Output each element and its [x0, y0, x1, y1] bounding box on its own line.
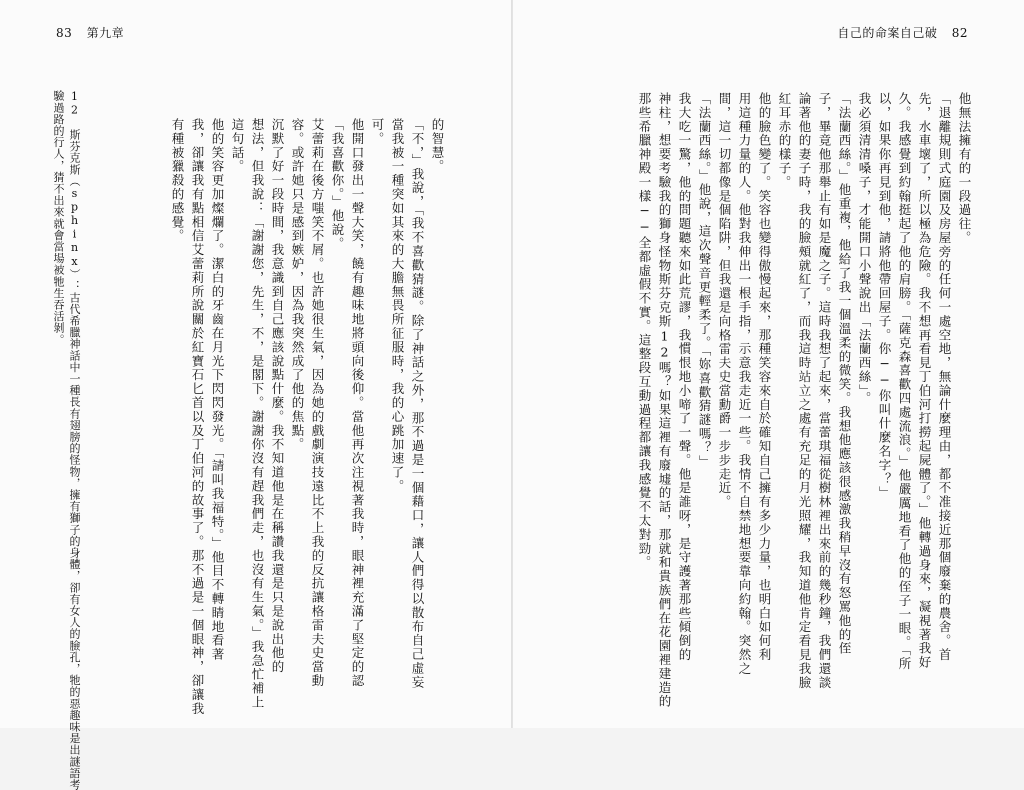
right-page: [513, 0, 1024, 728]
running-title: 自己的命案自己破: [837, 26, 938, 40]
text-column: 他的笑容更加燦爛了。潔白的牙齒在月光下閃閃發光。「請叫我福特。」他目不轉睛地看著: [210, 118, 225, 662]
text-column: 子，畢竟他那舉止有如是魔之子。這時我想了起來，當蕾琪福從樹林裡出來前的幾秒鐘，我們還談: [817, 92, 832, 690]
text-column: 「不，」我說，「我不喜歡猜謎。除了神話之外，那不過是一個藉口，讓人們得以散布自己虛妄: [410, 118, 425, 690]
text-column: 我大吃一驚，他的問題聽來如此荒謬，我慣恨地小啼了一聲。他是誰呀，是守護著那些傾倒的: [677, 92, 692, 662]
text-column: 想法，但我說：「謝謝您，先生，不，是閣下。謝謝你沒有趕我們走，也沒有生氣。」我急忙補上: [250, 118, 265, 710]
footnote: [50, 90, 82, 790]
text-column: 紅耳赤的樣子。: [777, 92, 792, 190]
text-column: 他開口發出一聲大笑，饒有趣味地將頭向後仰。當他再次注視著我時，眼神裡充滿了堅定的認: [350, 118, 365, 688]
text-column: 「法蘭西絲。」他重複，他給了我一個溫柔的微笑。我想他應該很感激我稍早沒有怒罵他的侄: [837, 92, 852, 656]
text-column: 我，卻讓我有點相信艾蕾莉所說關於紅寶石匕首以及丁伯河的故事了。那不過是一個眼神，卻讓我: [190, 118, 205, 716]
text-column: 「我喜歡你。」他說。: [330, 118, 345, 251]
text-column: 這句話。: [230, 118, 245, 174]
text-column: 久。我感覺到約翰挺起了他的肩膀。「薩克森喜歡四處流浪。」他嚴厲地看了他的侄子一眼。「所: [897, 92, 912, 671]
text-column: 他的臉色變了。笑容也變得傲慢起來，那種笑容來自於確知自己擁有多少力量，也明白如何利: [757, 92, 772, 662]
text-column: 神柱，想要考驗我的獅身怪物斯芬克斯12嗎？如果這裡有廢墟的話，那就和貴族們在花園裡建造的: [657, 92, 672, 709]
text-column: 可。: [370, 118, 385, 146]
text-column: 容。或許她只是感到嫉妒，因為我突然成了他的焦點。: [290, 118, 305, 452]
text-column: 先，水車壞了，所以極為危險。我不想再看見丁伯河打撈起屍體了。」他轉過身來，凝視著我好: [917, 92, 932, 670]
text-column: 「法蘭西絲。」他說，這次聲音更輕柔了。「妳喜歡猜謎嗎？」: [697, 92, 712, 469]
text-column: 我必須清清嗓子，才能開口小聲說出「法蘭西絲」。: [857, 92, 872, 406]
right-page-body: [634, 92, 974, 709]
text-column: 當我被一種突如其來的大膽無畏所征服時，我的心跳加速了。: [390, 118, 405, 494]
left-page-chapter: 第九章: [86, 26, 125, 40]
text-column: 以，如果你再見到他，請將他帶回屋子。你──你叫什麼名字？」: [877, 92, 892, 501]
left-page-header: [56, 24, 134, 41]
text-column: 那些希臘神殿一樣──全都虛假不實。這整段互動過程都讓我感覺不太對勁。: [637, 92, 652, 570]
text-column: 的智慧。: [430, 118, 445, 174]
footnote-line: 驗過路的行人，猜不出來就會當場被牠生吞活剝。: [52, 90, 65, 346]
footnote-line: 12 斯芬克斯（sphinx）：古代希臘神話中一種長有翅膀的怪物，擁有獅子的身體，卻有女人的臉孔，牠的惡趣味是出謎語考: [68, 90, 81, 790]
text-column: 用這種力量的人。他對我伸出一根手指，示意我走近一些。我情不自禁地想要靠向約翰。突然之: [737, 92, 752, 676]
text-column: 「退離規則式庭園及房屋旁的任何一處空地，無論什麼理由，都不准接近那個廢棄的農舍。首: [937, 92, 952, 662]
left-page: [0, 0, 511, 790]
left-page-body: [167, 118, 447, 716]
text-column: 論著他的妻子時，我的臉頰就紅了，而我這時站立之處有充足的月光照耀，我知道他肯定看見我臉: [797, 92, 812, 690]
left-page-number: 83: [56, 26, 73, 40]
text-column: 間，這一切都像是個陷阱，但我還是向格雷夫史當勳爵一步步走近。: [717, 92, 732, 509]
text-column: 他無法擁有的一段過往。: [957, 92, 972, 245]
text-column: 有種被獵殺的感覺。: [170, 118, 185, 244]
right-page-header: [827, 24, 968, 41]
text-column: 沉默了好一段時間，我意識到自己應該說點什麼。我不知道他是在稱讚我還是只是說出他的: [270, 118, 285, 674]
text-column: 艾蕾莉在後方嗤笑不屑。也許她很生氣，因為她的戲劇演技遠比不上我的反抗讓格雷夫史當動: [310, 118, 325, 688]
right-page-number: 82: [951, 26, 968, 40]
